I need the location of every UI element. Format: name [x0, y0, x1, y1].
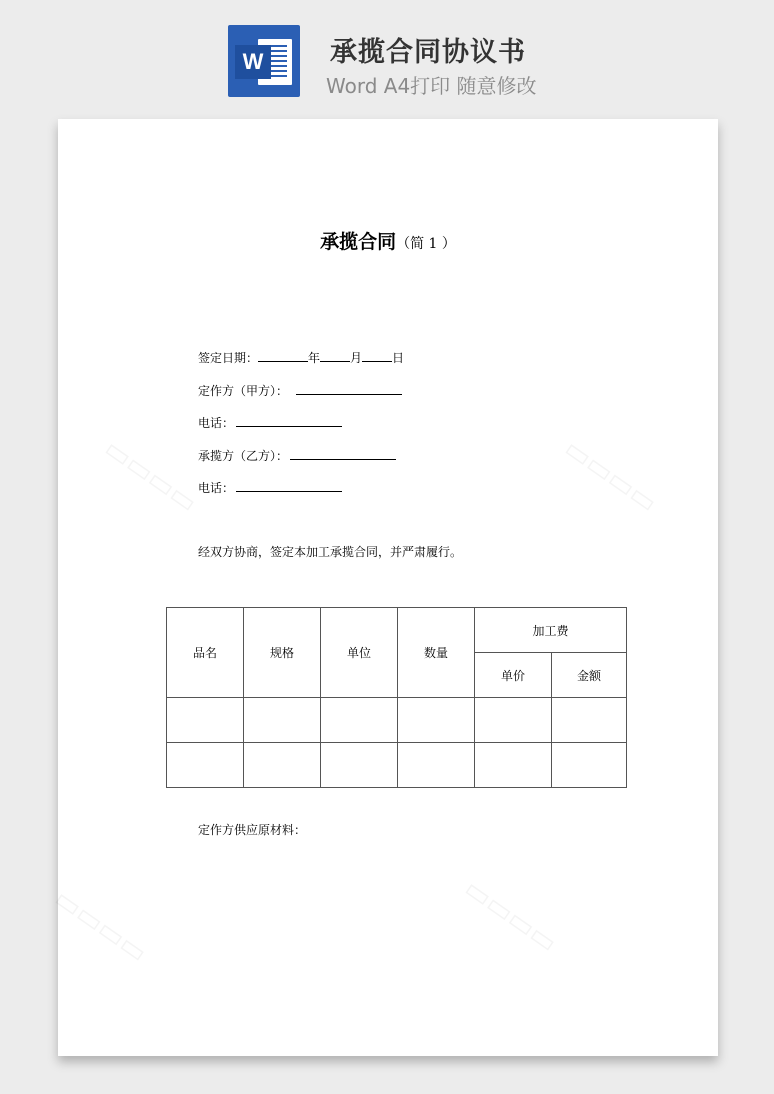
document-page [58, 119, 718, 1056]
word-logo-icon [228, 25, 300, 97]
party-a-field [198, 382, 402, 399]
header-subtitle: Word A4打印 随意修改 [326, 74, 537, 98]
document-title [58, 227, 718, 254]
year-blank[interactable] [258, 349, 308, 362]
phone-a-field [198, 414, 342, 431]
table-cell[interactable] [167, 698, 244, 743]
table-cell[interactable] [321, 698, 398, 743]
table-cell[interactable] [167, 743, 244, 788]
document-title-main: 承揽合同 [320, 231, 397, 253]
day-blank[interactable] [362, 349, 392, 362]
table-header-amount: 金额 [552, 653, 627, 698]
phone-b-field [198, 479, 342, 496]
day-label: 日 [392, 351, 405, 365]
table-row [167, 698, 627, 743]
materials-label: 定作方供应原材料： [198, 823, 307, 837]
year-label: 年 [308, 351, 321, 365]
phone-a-label: 电话： [198, 416, 235, 430]
table-header-unit-price: 单价 [475, 653, 552, 698]
phone-b-label: 电话： [198, 481, 235, 495]
table-header-fee: 加工费 [475, 608, 627, 653]
table-cell[interactable] [244, 698, 321, 743]
watermark-mark [48, 882, 154, 970]
table-cell[interactable] [398, 743, 475, 788]
document-title-sub: （简 1 ） [396, 236, 456, 252]
month-label: 月 [350, 351, 363, 365]
agreement-paragraph: 经双方协商，签定本加工承揽合同，并严肃履行。 [198, 545, 463, 559]
watermark-mark [458, 872, 564, 960]
table-header-spec: 规格 [244, 608, 321, 698]
table-cell[interactable] [321, 743, 398, 788]
table-cell[interactable] [552, 698, 627, 743]
watermark-mark [558, 432, 664, 520]
phone-a-blank[interactable] [236, 414, 342, 427]
table-cell[interactable] [475, 698, 552, 743]
table-cell[interactable] [398, 698, 475, 743]
watermark-mark [98, 432, 204, 520]
sign-date-label: 签定日期： [198, 351, 259, 365]
party-a-label: 定作方（甲方）： [198, 384, 289, 398]
table-header-unit: 单位 [321, 608, 398, 698]
table-cell[interactable] [552, 743, 627, 788]
header [0, 0, 774, 112]
sign-date-field [198, 349, 404, 366]
table-header-quantity: 数量 [398, 608, 475, 698]
table-cell[interactable] [244, 743, 321, 788]
party-b-field [198, 447, 396, 464]
party-a-blank[interactable] [296, 382, 402, 395]
table-header-name: 品名 [167, 608, 244, 698]
processing-fee-table [166, 607, 627, 788]
phone-b-blank[interactable] [236, 479, 342, 492]
header-title: 承揽合同协议书 [330, 37, 526, 68]
party-b-label: 承揽方（乙方）： [198, 449, 289, 463]
table-row [167, 743, 627, 788]
month-blank[interactable] [320, 349, 350, 362]
word-logo-letter: W [235, 45, 271, 79]
table-cell[interactable] [475, 743, 552, 788]
party-b-blank[interactable] [290, 447, 396, 460]
